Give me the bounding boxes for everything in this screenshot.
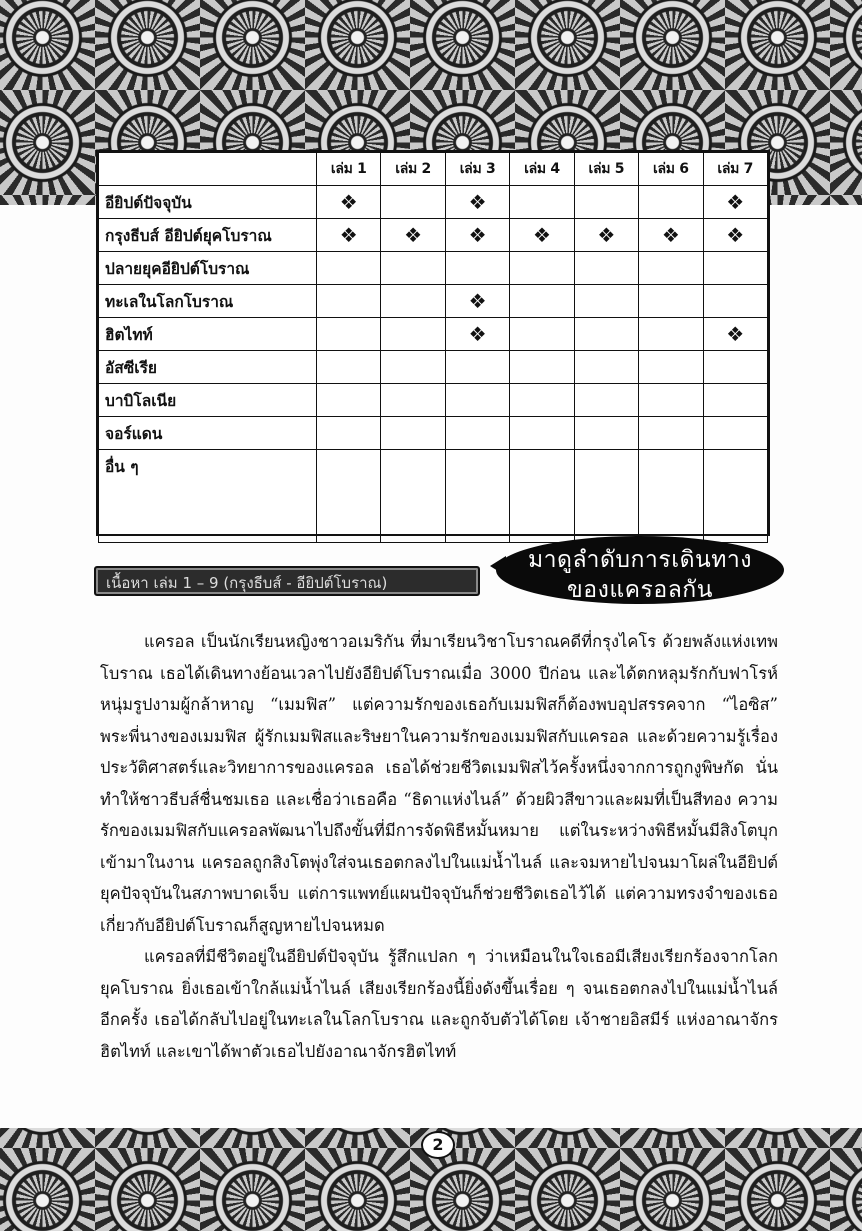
- empty-cell: [639, 351, 703, 384]
- location-label: ปลายยุคอียิปต์โบราณ: [99, 252, 317, 285]
- content-range-label: เนื้อหา เล่ม 1 – 9 (กรุงธีบส์ - อียิปต์โบราณ): [94, 566, 480, 596]
- volume-header: เล่ม 7: [703, 153, 767, 186]
- empty-cell: [574, 351, 638, 384]
- table-row: [99, 219, 768, 252]
- empty-cell: [574, 252, 638, 285]
- empty-cell: [317, 318, 381, 351]
- bubble-line-2: ของแครอลกัน: [567, 577, 713, 603]
- location-label: ทะเลในโลกโบราณ: [99, 285, 317, 318]
- location-label: จอร์แดน: [99, 417, 317, 450]
- speech-bubble: [496, 536, 784, 604]
- volume-header: เล่ม 2: [381, 153, 445, 186]
- empty-cell: [317, 285, 381, 318]
- volume-mark-icon: ❖: [445, 285, 509, 318]
- location-label: อียิปต์ปัจจุบัน: [99, 186, 317, 219]
- location-label: กรุงธีบส์ อียิปต์ยุคโบราณ: [99, 219, 317, 252]
- table-row: [99, 384, 768, 417]
- empty-cell: [510, 384, 574, 417]
- volume-mark-icon: ❖: [574, 219, 638, 252]
- volume-mark-icon: ❖: [703, 219, 767, 252]
- empty-cell: [703, 351, 767, 384]
- page-number: 2: [421, 1131, 455, 1159]
- empty-cell: [574, 384, 638, 417]
- empty-cell: [510, 417, 574, 450]
- volume-header: เล่ม 1: [317, 153, 381, 186]
- empty-cell: [703, 417, 767, 450]
- empty-cell: [639, 384, 703, 417]
- table-header-blank: [99, 153, 317, 186]
- empty-cell: [639, 186, 703, 219]
- empty-cell: [317, 450, 381, 543]
- table-row: [99, 318, 768, 351]
- volume-mark-icon: ❖: [381, 219, 445, 252]
- empty-cell: [510, 252, 574, 285]
- paragraph: แครอล เป็นนักเรียนหญิงชาวอเมริกัน ที่มาเรียนวิชาโบราณคดีที่กรุงไคโร ด้วยพลังแห่งเทพโบราณ เธอได้เดินทางย้อนเวลาไปยังอียิปต์โบราณเมื่อ 3000 ปีก่อน และได้ตกหลุมรักกับฟาโรห์หนุ่มรูปงามผู้กล้าหาญ “เมมฟิส” แต่ความรักของเธอกับเมมฟิสก็ต้องพบอุปสรรคจาก “ไอซิส” พระพี่นางของเมมฟิส ผู้รักเมมฟิสและริษยาในความรักของเมมฟิสกับแครอล และด้วยความรู้เรื่องประวัติศาสตร์และวิทยาการของแครอล เธอได้ช่วยชีวิตเมมฟิสไว้ครั้งหนึ่งจากการถูกงูพิษกัด นั่นทำให้ชาวธีบส์ชื่นชมเธอ และเชื่อว่าเธอคือ “ธิดาแห่งไนล์” ด้วยผิวสีขาวและผมที่เป็นสีทอง ความรักของเมมฟิสกับแครอลพัฒนาไปถึงขั้นที่มีการจัดพิธีหมั้นหมาย แต่ในระหว่างพิธีหมั้นมีสิงโตบุกเข้ามาในงาน แครอลถูกสิงโตพุ่งใส่จนเธอตกลงไปในแม่น้ำไนล์ และจมหายไปจนมาโผล่ในอียิปต์ยุคปัจจุบันในสภาพบาดเจ็บ แต่การแพทย์แผนปัจจุบันก็ช่วยชีวิตเธอไว้ได้ แต่ความทรงจำของเธอเกี่ยวกับอียิปต์โบราณก็สูญหายไปจนหมด: [100, 632, 778, 935]
- empty-cell: [510, 351, 574, 384]
- empty-cell: [317, 384, 381, 417]
- volume-mark-icon: ❖: [703, 186, 767, 219]
- empty-cell: [381, 351, 445, 384]
- travel-table: [96, 150, 770, 536]
- volume-mark-icon: ❖: [639, 219, 703, 252]
- table-row: [99, 417, 768, 450]
- empty-cell: [317, 252, 381, 285]
- empty-cell: [381, 318, 445, 351]
- empty-cell: [445, 252, 509, 285]
- story-summary: [100, 626, 778, 1067]
- volume-header: เล่ม 5: [574, 153, 638, 186]
- table-header-row: [99, 153, 768, 186]
- table-row: [99, 186, 768, 219]
- empty-cell: [574, 186, 638, 219]
- volume-mark-icon: ❖: [703, 318, 767, 351]
- empty-cell: [639, 450, 703, 543]
- table-row: [99, 252, 768, 285]
- empty-cell: [510, 285, 574, 318]
- empty-cell: [639, 318, 703, 351]
- empty-cell: [639, 417, 703, 450]
- empty-cell: [574, 285, 638, 318]
- empty-cell: [574, 450, 638, 543]
- empty-cell: [317, 351, 381, 384]
- empty-cell: [445, 384, 509, 417]
- empty-cell: [381, 285, 445, 318]
- location-label: อื่น ๆ: [99, 450, 317, 543]
- bubble-line-1: มาดูลำดับการเดินทาง: [527, 547, 753, 573]
- empty-cell: [381, 417, 445, 450]
- empty-cell: [574, 417, 638, 450]
- location-label: บาบิโลเนีย: [99, 384, 317, 417]
- empty-cell: [510, 186, 574, 219]
- empty-cell: [317, 417, 381, 450]
- empty-cell: [445, 417, 509, 450]
- empty-cell: [445, 351, 509, 384]
- empty-cell: [703, 450, 767, 543]
- volume-mark-icon: ❖: [317, 219, 381, 252]
- volume-mark-icon: ❖: [317, 186, 381, 219]
- table-row: [99, 450, 768, 543]
- volume-mark-icon: ❖: [445, 318, 509, 351]
- empty-cell: [639, 285, 703, 318]
- empty-cell: [510, 318, 574, 351]
- paragraph: แครอลที่มีชีวิตอยู่ในอียิปต์ปัจจุบัน รู้สึกแปลก ๆ ว่าเหมือนในใจเธอมีเสียงเรียกร้องจากโลกยุคโบราณ ยิ่งเธอเข้าใกล้แม่น้ำไนล์ เสียงเรียกร้องนี้ยิ่งดังขึ้นเรื่อย ๆ จนเธอตกลงไปในแม่น้ำไนล์อีกครั้ง เธอได้กลับไปอยู่ในทะเลในโลกโบราณ และถูกจับตัวได้โดย เจ้าชายอิสมีร์ แห่งอาณาจักรฮิตไทท์ และเขาได้พาตัวเธอไปยังอาณาจักรฮิตไทท์: [100, 947, 778, 1061]
- empty-cell: [445, 450, 509, 543]
- volume-mark-icon: ❖: [445, 219, 509, 252]
- empty-cell: [381, 450, 445, 543]
- table-row: [99, 351, 768, 384]
- empty-cell: [703, 384, 767, 417]
- volume-mark-icon: ❖: [510, 219, 574, 252]
- location-label: อัสซีเรีย: [99, 351, 317, 384]
- empty-cell: [639, 252, 703, 285]
- empty-cell: [510, 450, 574, 543]
- empty-cell: [381, 252, 445, 285]
- empty-cell: [381, 384, 445, 417]
- empty-cell: [703, 285, 767, 318]
- empty-cell: [574, 318, 638, 351]
- volume-header: เล่ม 6: [639, 153, 703, 186]
- empty-cell: [703, 252, 767, 285]
- location-label: ฮิตไทท์: [99, 318, 317, 351]
- table-row: [99, 285, 768, 318]
- empty-cell: [381, 186, 445, 219]
- volume-header: เล่ม 4: [510, 153, 574, 186]
- volume-header: เล่ม 3: [445, 153, 509, 186]
- volume-mark-icon: ❖: [445, 186, 509, 219]
